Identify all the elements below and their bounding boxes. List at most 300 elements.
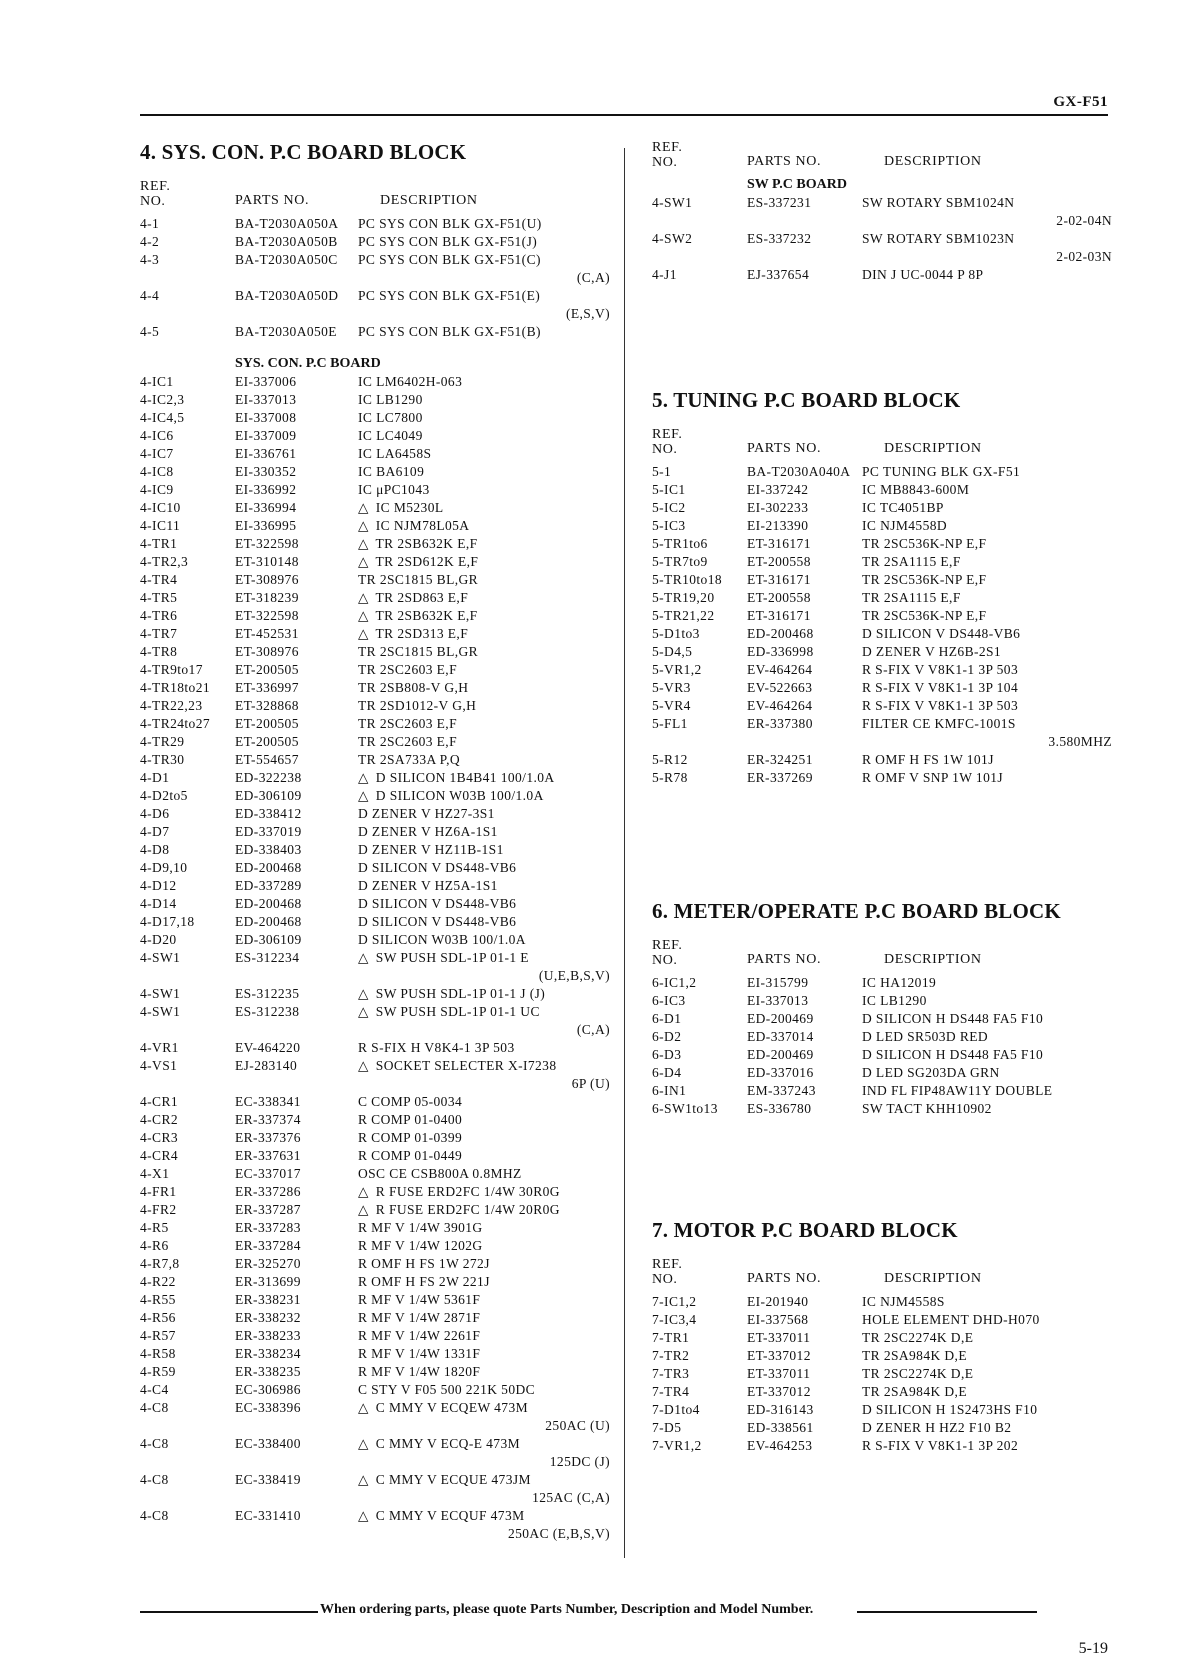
table-row	[652, 1365, 1112, 1383]
table-row	[140, 1147, 610, 1165]
ref-no: 5-IC1	[652, 482, 686, 497]
description	[358, 463, 424, 481]
description	[358, 733, 457, 751]
description	[862, 715, 1016, 733]
parts-no: EC-338400	[235, 1436, 301, 1451]
table-row	[140, 251, 610, 269]
sys-con-board-subheading: SYS. CON. P.C BOARD	[235, 356, 381, 371]
parts-no-header: PARTS NO.	[747, 952, 822, 967]
description-continuation	[652, 212, 1112, 230]
parts-no: ED-337016	[747, 1065, 814, 1080]
table-row	[652, 1100, 1112, 1118]
description-text: TR 2SA1115 E,F	[862, 554, 961, 569]
description-text: TR 2SA1115 E,F	[862, 590, 961, 605]
description-text: TR 2SD863 E,F	[375, 590, 469, 605]
table-row	[140, 445, 610, 463]
table-row	[652, 535, 1112, 553]
warning-triangle-icon: △	[358, 1472, 369, 1487]
ref-no: 4-R6	[140, 1238, 169, 1253]
ref-no: 5-TR19,20	[652, 590, 715, 605]
warning-triangle-icon: △	[358, 1058, 369, 1073]
description-text: R S-FIX V V8K1-1 3P 104	[862, 680, 1019, 695]
ref-no: 4-CR3	[140, 1130, 179, 1145]
description	[358, 1093, 462, 1111]
warning-triangle-icon: △	[358, 626, 369, 641]
parts-no: ET-337012	[747, 1384, 811, 1399]
ref-no: 4-TR30	[140, 752, 185, 767]
description-text: PC SYS CON BLK GX-F51(E)	[358, 288, 541, 303]
section-6-rows	[652, 974, 1112, 1118]
description-continuation	[652, 248, 1112, 266]
description-text: TR 2SA733A P,Q	[358, 752, 460, 767]
table-row	[140, 859, 610, 877]
description	[862, 194, 1014, 212]
description-text: TR 2SA984K D,E	[862, 1384, 967, 1399]
parts-no: ED-200468	[747, 626, 814, 641]
table-row	[140, 1057, 610, 1075]
table-row	[652, 463, 1112, 481]
description-text: R S-FIX V V8K1-1 3P 202	[862, 1438, 1019, 1453]
ref-no: 6-IN1	[652, 1083, 687, 1098]
description-text: TR 2SB632K E,F	[375, 536, 478, 551]
description	[358, 1309, 480, 1327]
warning-triangle-icon: △	[358, 986, 369, 1001]
ref-no: 4-D6	[140, 806, 170, 821]
description	[862, 535, 986, 553]
description	[358, 1399, 528, 1417]
table-row	[140, 1183, 610, 1201]
table-row	[652, 1383, 1112, 1401]
table-row	[140, 1363, 610, 1381]
section-5-title: 5. TUNING P.C BOARD BLOCK	[652, 388, 961, 412]
description-text: SOCKET SELECTER X-I7238	[375, 1058, 557, 1073]
ref-no: 4-IC9	[140, 482, 174, 497]
table-row	[140, 1399, 610, 1417]
ref-no: 4-TR29	[140, 734, 185, 749]
description-header: DESCRIPTION	[884, 1271, 982, 1286]
ref-no: 4-TR18to21	[140, 680, 210, 695]
ref-no: 4-TR1	[140, 536, 178, 551]
description	[358, 553, 478, 571]
description	[358, 1165, 522, 1183]
model-name: GX-F51	[1053, 94, 1108, 110]
description-text: TR 2SC536K-NP E,F	[862, 572, 987, 587]
description-text: PC SYS CON BLK GX-F51(C)	[358, 252, 541, 267]
description-text: D ZENER V HZ27-3S1	[358, 806, 495, 821]
warning-triangle-icon: △	[358, 608, 369, 623]
description-text: C MMY V ECQEW 473M	[375, 1400, 529, 1415]
description-cont-text: 125AC (C,A)	[532, 1490, 610, 1505]
description-text: TR 2SD313 E,F	[375, 626, 469, 641]
table-row	[140, 913, 610, 931]
table-header	[140, 179, 610, 215]
ref-no: 4-TR22,23	[140, 698, 203, 713]
table-row	[652, 1010, 1112, 1028]
description	[862, 571, 986, 589]
ref-no: 4-D1	[140, 770, 170, 785]
table-row	[140, 1039, 610, 1057]
description-text: TR 2SA984K D,E	[862, 1348, 967, 1363]
description	[358, 499, 444, 517]
table-row	[140, 427, 610, 445]
description-text: TR 2SC2274K D,E	[862, 1330, 974, 1345]
parts-no: ET-308976	[235, 572, 299, 587]
ref-no: 4-TR8	[140, 644, 178, 659]
table-row	[652, 679, 1112, 697]
ref-no: 6-SW1to13	[652, 1101, 718, 1116]
ref-no: 7-IC3,4	[652, 1312, 697, 1327]
table-row	[652, 661, 1112, 679]
description	[358, 607, 478, 625]
ref-no: 7-VR1,2	[652, 1438, 702, 1453]
parts-no-header: PARTS NO.	[747, 1271, 822, 1286]
ref-no: 4-IC1	[140, 374, 174, 389]
footer	[140, 1602, 1037, 1622]
table-row	[140, 1165, 610, 1183]
description-text: R MF V 1/4W 1820F	[358, 1364, 481, 1379]
description	[358, 859, 516, 877]
parts-no: ED-200469	[747, 1011, 814, 1026]
parts-no: EJ-283140	[235, 1058, 298, 1073]
table-row	[140, 787, 610, 805]
description-continuation	[140, 1453, 610, 1471]
ref-no: 5-TR7to9	[652, 554, 708, 569]
description	[358, 445, 431, 463]
description-text: IC LB1290	[358, 392, 423, 407]
description	[358, 877, 498, 895]
warning-triangle-icon: △	[358, 1202, 369, 1217]
description-text: SW TACT KHH10902	[862, 1101, 992, 1116]
table-row	[140, 931, 610, 949]
left-column	[140, 140, 610, 1543]
description	[358, 1201, 560, 1219]
description-cont-text: 125DC (J)	[549, 1454, 610, 1469]
table-row	[140, 1237, 610, 1255]
parts-no: ER-337380	[747, 716, 813, 731]
table-row	[140, 625, 610, 643]
ref-no: 4-FR2	[140, 1202, 177, 1217]
table-row	[140, 391, 610, 409]
description	[862, 1347, 967, 1365]
table-row	[140, 287, 610, 305]
parts-no: EC-306986	[235, 1382, 301, 1397]
section-5-rows	[652, 463, 1112, 787]
ref-no: 6-D3	[652, 1047, 682, 1062]
description	[358, 697, 476, 715]
description-cont-text: (U,E,B,S,V)	[538, 968, 610, 983]
ref-no: 4-CR2	[140, 1112, 179, 1127]
table-row	[140, 607, 610, 625]
description-text: TR 2SC2603 E,F	[358, 716, 457, 731]
table-row	[140, 481, 610, 499]
description	[358, 1039, 515, 1057]
parts-no: EV-464253	[747, 1438, 813, 1453]
description-text: TR 2SC1815 BL,GR	[358, 644, 479, 659]
ref-no: 4-TR7	[140, 626, 178, 641]
ref-no: 4-D9,10	[140, 860, 188, 875]
parts-no: BA-T2030A050D	[235, 288, 339, 303]
table-row	[652, 481, 1112, 499]
parts-no: ED-337014	[747, 1029, 814, 1044]
warning-triangle-icon: △	[358, 554, 369, 569]
parts-no: EI-336992	[235, 482, 297, 497]
parts-no-header: PARTS NO.	[235, 193, 310, 208]
table-row	[140, 985, 610, 1003]
ref-no: 4-R7,8	[140, 1256, 180, 1271]
description	[358, 409, 423, 427]
table-row	[652, 230, 1112, 248]
description	[358, 1255, 490, 1273]
ref-no: 4-TR24to27	[140, 716, 210, 731]
table-row	[140, 1327, 610, 1345]
table-row	[652, 643, 1112, 661]
description-text: D ZENER H HZ2 F10 B2	[862, 1420, 1012, 1435]
table-row	[652, 1401, 1112, 1419]
ref-header: REF. NO.	[652, 938, 683, 968]
warning-triangle-icon: △	[358, 788, 369, 803]
description-text: C COMP 05-0034	[358, 1094, 463, 1109]
description-text: D SILICON V DS448-VB6	[358, 914, 517, 929]
description-text: D SILICON W03B 100/1.0A	[358, 932, 526, 947]
description-text: R COMP 01-0399	[358, 1130, 463, 1145]
table-row	[652, 589, 1112, 607]
table-row	[140, 499, 610, 517]
ref-no: 4-SW1	[140, 950, 181, 965]
parts-no: EI-315799	[747, 975, 809, 990]
description-text: D SILICON H DS448 FA5 F10	[862, 1047, 1044, 1062]
table-row	[140, 1129, 610, 1147]
table-row	[140, 1309, 610, 1327]
description	[862, 1028, 988, 1046]
parts-no: ER-338232	[235, 1310, 301, 1325]
footer-rule-right	[857, 1611, 1037, 1613]
parts-no: ER-338234	[235, 1346, 301, 1361]
description-text: D SILICON H DS448 FA5 F10	[862, 1011, 1044, 1026]
table-row	[140, 1507, 610, 1525]
description-text: C STY V F05 500 221K 50DC	[358, 1382, 536, 1397]
description-header: DESCRIPTION	[380, 193, 478, 208]
description	[862, 607, 986, 625]
description-text: IC LB1290	[862, 993, 927, 1008]
ref-no: 5-TR1to6	[652, 536, 708, 551]
warning-triangle-icon: △	[358, 1184, 369, 1199]
parts-no: ET-336997	[235, 680, 299, 695]
parts-no: ER-337269	[747, 770, 813, 785]
table-row	[140, 661, 610, 679]
description	[862, 661, 1018, 679]
table-row	[140, 643, 610, 661]
description-text: SW PUSH SDL-1P 01-1 UC	[375, 1004, 540, 1019]
description-text: IC TC4051BP	[862, 500, 944, 515]
table-row	[652, 1046, 1112, 1064]
description-text: SW ROTARY SBM1024N	[862, 195, 1015, 210]
description	[358, 251, 541, 269]
ref-no: 4-SW1	[140, 986, 181, 1001]
description-text: D SILICON 1B4B41 100/1.0A	[375, 770, 555, 785]
description	[862, 463, 1020, 481]
description	[358, 1363, 480, 1381]
table-row	[140, 841, 610, 859]
table-row	[652, 974, 1112, 992]
table-row	[140, 1273, 610, 1291]
parts-no: ET-318239	[235, 590, 299, 605]
description-text: D SILICON H 1S2473HS F10	[862, 1402, 1038, 1417]
parts-no: EI-213390	[747, 518, 809, 533]
description	[862, 751, 994, 769]
description-continuation	[140, 1489, 610, 1507]
parts-no: ED-338561	[747, 1420, 814, 1435]
description-text: IC LC7800	[358, 410, 423, 425]
description	[358, 1057, 556, 1075]
ref-no: 4-SW1	[140, 1004, 181, 1019]
description	[358, 949, 529, 967]
description	[358, 913, 516, 931]
parts-no: ET-316171	[747, 572, 811, 587]
ref-no: 4-3	[140, 252, 160, 267]
description-header: DESCRIPTION	[884, 952, 982, 967]
parts-no: ER-337374	[235, 1112, 301, 1127]
parts-no-header: PARTS NO.	[747, 441, 822, 456]
description-cont-text: (C,A)	[576, 270, 610, 285]
description	[862, 1082, 1052, 1100]
description-text: R MF V 1/4W 1202G	[358, 1238, 483, 1253]
warning-triangle-icon: △	[358, 1400, 369, 1415]
description	[862, 553, 961, 571]
table-row	[652, 571, 1112, 589]
ref-no: 7-TR1	[652, 1330, 690, 1345]
table-row	[140, 1201, 610, 1219]
description-text: D SILICON V DS448-VB6	[358, 896, 517, 911]
table-row	[140, 553, 610, 571]
parts-no: ET-310148	[235, 554, 299, 569]
table-row	[652, 1293, 1112, 1311]
warning-triangle-icon: △	[358, 500, 369, 515]
ref-no: 4-D20	[140, 932, 177, 947]
parts-no: ES-337231	[747, 195, 812, 210]
description-text: R OMF H FS 2W 221J	[358, 1274, 490, 1289]
description-cont-text: 2-02-04N	[1056, 213, 1112, 228]
description-cont-text: 6P (U)	[571, 1076, 610, 1091]
table-row	[140, 1255, 610, 1273]
description-text: SW PUSH SDL-1P 01-1 E	[375, 950, 529, 965]
description-text: D ZENER V HZ6B-2S1	[862, 644, 1002, 659]
description-text: R S-FIX H V8K4-1 3P 503	[358, 1040, 515, 1055]
description	[862, 266, 983, 284]
description-text: R COMP 01-0400	[358, 1112, 463, 1127]
description-text: C MMY V ECQUF 473M	[375, 1508, 525, 1523]
parts-no: ET-308976	[235, 644, 299, 659]
description-cont-text: 250AC (E,B,S,V)	[507, 1526, 610, 1541]
description-text: D SILICON V DS448-VB6	[358, 860, 517, 875]
description	[862, 1437, 1018, 1455]
parts-no: EV-522663	[747, 680, 813, 695]
ref-no: 7-D1to4	[652, 1402, 700, 1417]
description-text: R FUSE ERD2FC 1/4W 20R0G	[375, 1202, 560, 1217]
description	[358, 1345, 480, 1363]
description	[862, 1046, 1043, 1064]
description-text: D ZENER V HZ11B-1S1	[358, 842, 504, 857]
description-continuation	[140, 1417, 610, 1435]
description	[358, 715, 457, 733]
table-row	[140, 1435, 610, 1453]
table-row	[652, 769, 1112, 787]
description-text: FILTER CE KMFC-1001S	[862, 716, 1016, 731]
table-header	[652, 938, 1112, 974]
section-4-rows-a	[140, 215, 610, 341]
description	[358, 323, 541, 341]
ref-no: 4-TR6	[140, 608, 178, 623]
description-text: IC LA6458S	[358, 446, 432, 461]
description	[862, 1100, 992, 1118]
parts-no: ET-200558	[747, 590, 811, 605]
description	[358, 1291, 480, 1309]
description-text: IC μPC1043	[358, 482, 430, 497]
ref-no: 7-IC1,2	[652, 1294, 697, 1309]
ref-no: 5-R12	[652, 752, 688, 767]
parts-no: EI-336994	[235, 500, 297, 515]
description	[358, 517, 469, 535]
parts-no: ED-322238	[235, 770, 302, 785]
warning-triangle-icon: △	[358, 770, 369, 785]
description-text: IC LM6402H-063	[358, 374, 463, 389]
warning-triangle-icon: △	[358, 518, 369, 533]
description	[358, 805, 495, 823]
section-7-title: 7. MOTOR P.C BOARD BLOCK	[652, 1218, 958, 1242]
description	[358, 841, 504, 859]
ref-no: 4-D8	[140, 842, 170, 857]
table-row	[652, 1347, 1112, 1365]
description	[358, 1111, 462, 1129]
table-row	[140, 895, 610, 913]
ref-no: 4-D2to5	[140, 788, 188, 803]
ref-no: 4-SW1	[652, 195, 693, 210]
ref-no: 5-1	[652, 464, 672, 479]
description-text: HOLE ELEMENT DHD-H070	[862, 1312, 1040, 1327]
description	[358, 1129, 462, 1147]
parts-no: EC-338396	[235, 1400, 301, 1415]
parts-no: ET-200505	[235, 716, 299, 731]
table-row	[652, 1064, 1112, 1082]
ref-no: 4-TR5	[140, 590, 178, 605]
ref-no: 4-TR9to17	[140, 662, 203, 677]
right-column	[652, 140, 1112, 1455]
parts-no: ET-322598	[235, 536, 299, 551]
parts-no: ET-452531	[235, 626, 299, 641]
parts-no: ED-306109	[235, 932, 302, 947]
ref-no: 4-R55	[140, 1292, 176, 1307]
description-text: SW ROTARY SBM1023N	[862, 231, 1015, 246]
parts-no: EI-337568	[747, 1312, 809, 1327]
ref-header: REF. NO.	[140, 179, 171, 209]
description-text: IND FL FIP48AW11Y DOUBLE	[862, 1083, 1053, 1098]
parts-no: ET-554657	[235, 752, 299, 767]
table-row	[140, 1381, 610, 1399]
ref-no: 5-VR3	[652, 680, 691, 695]
ref-no: 4-SW2	[652, 231, 693, 246]
ref-no: 4-C4	[140, 1382, 169, 1397]
parts-no: BA-T2030A050B	[235, 234, 338, 249]
ref-no: 7-D5	[652, 1420, 682, 1435]
parts-no: ER-337284	[235, 1238, 301, 1253]
parts-no: ED-200468	[235, 860, 302, 875]
ref-no: 5-FL1	[652, 716, 688, 731]
description-text: R MF V 1/4W 1331F	[358, 1346, 481, 1361]
ref-header: REF. NO.	[652, 140, 683, 170]
table-row	[652, 1028, 1112, 1046]
description-text: C MMY V ECQ-E 473M	[375, 1436, 520, 1451]
ref-no: 4-R57	[140, 1328, 176, 1343]
description	[358, 1327, 480, 1345]
